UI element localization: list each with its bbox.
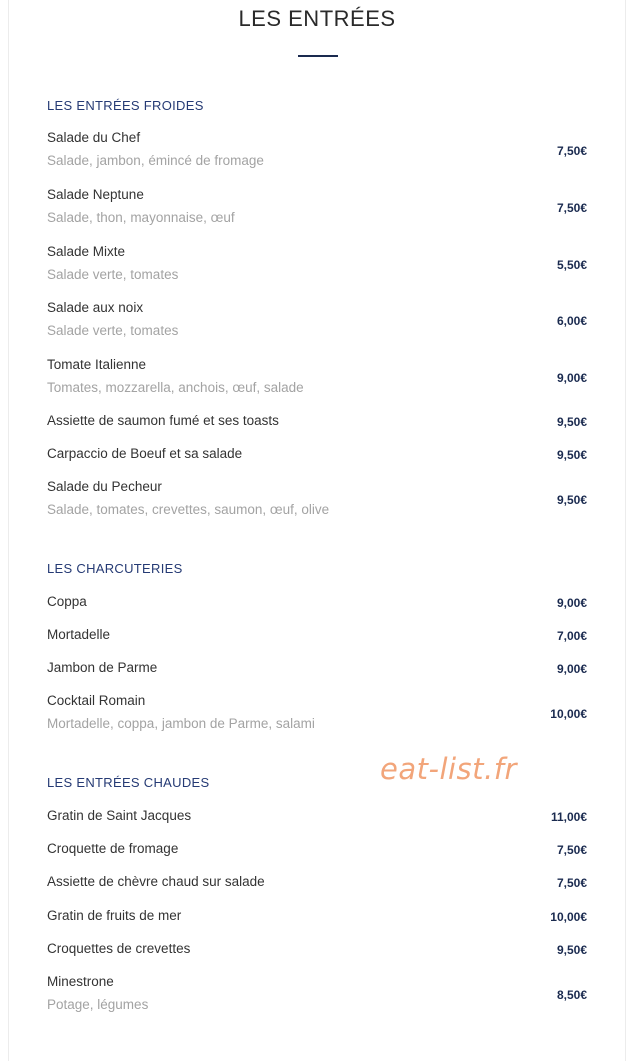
- menu-item-name: Jambon de Parme: [47, 660, 158, 675]
- menu-item-name: Cocktail Romain: [47, 693, 146, 708]
- menu-item-name: Salade Mixte: [47, 244, 126, 259]
- menu-item-price: 7,50€: [556, 144, 587, 158]
- menu-item-description: Salade verte, tomates: [47, 267, 179, 282]
- menu-item-description: Salade verte, tomates: [47, 323, 179, 338]
- menu-item-name: Gratin de Saint Jacques: [47, 808, 192, 823]
- page-title: LES ENTRÉES: [238, 6, 396, 31]
- section-title: LES CHARCUTERIES: [47, 561, 183, 576]
- menu-item-price: 11,00€: [550, 810, 587, 824]
- menu-item-description: Potage, légumes: [47, 997, 149, 1012]
- section-title: LES ENTRÉES CHAUDES: [47, 775, 210, 790]
- menu-item-description: Tomates, mozzarella, anchois, œuf, salade: [47, 380, 304, 395]
- menu-item-description: Mortadelle, coppa, jambon de Parme, salami: [47, 716, 315, 731]
- menu-item-price: 7,50€: [556, 843, 587, 857]
- menu-item-name: Salade du Chef: [47, 130, 141, 145]
- menu-item-description: Salade, jambon, émincé de fromage: [47, 153, 264, 168]
- watermark: eat-list.fr: [380, 752, 517, 786]
- menu-item-name: Salade du Pecheur: [47, 479, 162, 494]
- menu-item-name: Croquettes de crevettes: [47, 941, 191, 956]
- menu-item-price: 7,50€: [556, 201, 587, 215]
- menu-item-name: Coppa: [47, 594, 87, 609]
- menu-item-price: 7,50€: [556, 876, 587, 890]
- title-divider: [298, 55, 338, 57]
- section-title: LES ENTRÉES FROIDES: [47, 98, 204, 113]
- menu-item-price: 6,00€: [556, 314, 587, 328]
- menu-item-description: Salade, thon, mayonnaise, œuf: [47, 210, 235, 225]
- menu-item-name: Minestrone: [47, 974, 114, 989]
- menu-item-price: 9,50€: [556, 493, 587, 507]
- menu-item-name: Carpaccio de Boeuf et sa salade: [47, 446, 243, 461]
- menu-item-price: 10,00€: [550, 707, 587, 721]
- menu-item-name: Mortadelle: [47, 627, 111, 642]
- menu-item-price: 9,00€: [556, 596, 587, 610]
- menu-item-name: Assiette de saumon fumé et ses toasts: [47, 413, 279, 428]
- menu-item-price: 5,50€: [556, 258, 587, 272]
- menu-item-price: 7,00€: [556, 629, 587, 643]
- menu-item-price: 9,50€: [556, 943, 587, 957]
- menu-item-name: Assiette de chèvre chaud sur salade: [47, 874, 265, 889]
- menu-item-price: 9,50€: [556, 415, 587, 429]
- menu-item-name: Gratin de fruits de mer: [47, 908, 182, 923]
- menu-item-price: 10,00€: [550, 910, 587, 924]
- menu-item-price: 9,00€: [556, 371, 587, 385]
- menu-item-name: Salade Neptune: [47, 187, 144, 202]
- menu-item-price: 9,50€: [556, 448, 587, 462]
- menu-item-name: Salade aux noix: [47, 300, 144, 315]
- menu-item-name: Tomate Italienne: [47, 357, 147, 372]
- menu-item-price: 9,00€: [556, 662, 587, 676]
- menu-item-description: Salade, tomates, crevettes, saumon, œuf, olive: [47, 502, 330, 517]
- menu-item-name: Croquette de fromage: [47, 841, 179, 856]
- menu-item-price: 8,50€: [556, 988, 587, 1002]
